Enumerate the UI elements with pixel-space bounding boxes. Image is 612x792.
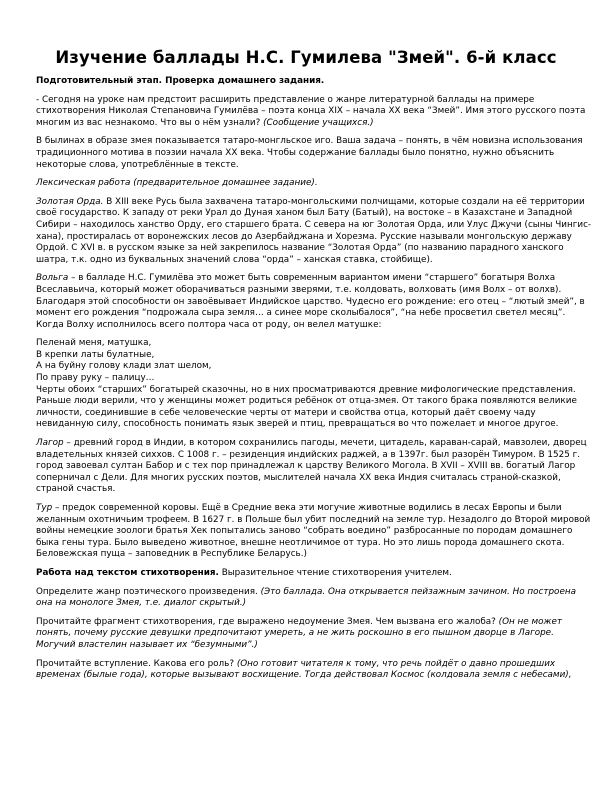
golden-horde-paragraph: Золотая Орда. В XIII веке Русь была захвачена татаро-монгольскими полчищами, которые создали на её территории своё государство. К западу от реки Урал до Дуная ханом был Бату (Батый), на востоке – в Казахстане и Западной Сибири – находилось ханство Орду, его старшего брата. С севера на юг Золотая Орда, или Улус Джучи (сыны Чингис-хана), простиралась от воронежских лесов до Азербайджана и Хорезма. Русские называли монгольскую державу Ордой. С XVI в. в русском языке за ней закрепилось название “Золотая Орда” (по названию парадного ханского шатра, т.к. одно из буквальных значений слова “орда” – ханская ставка, стойбище). <box>36 196 592 265</box>
bylina-paragraph: В былинах в образе змея показывается татаро-монгльское иго. Ваша задача – понять, в чём новизна использования традиционного мотива в поэзии начала XX века. Чтобы содержание баллады было понятно, нужно объяснить некоторые слова, употреблённые в тексте. <box>36 136 583 170</box>
tur-paragraph: Тур – предок современной коровы. Ещё в Средние века эти могучие животные водились в лесах Европы и были желанным охотничьим трофеем. В 1627 г. в Польше был убит последний на земле тур. Незадолго до Второй мировой войны немецкие зоологи братья Хек попытались заново “собрать воедино” разбросанные по породам домашнего быка гены тура. Было выведено животное, внешне неотличимое от тура. Но это лишь порода домашнего скота. Беловежская пуща – заповедник в Республике Беларусь.) <box>36 503 591 560</box>
stage-heading: Подготовительный этап. Проверка домашнего задания. <box>36 76 325 86</box>
intro-paragraph: - Сегодня на уроке нам предстоит расширить представление о жанре литературной баллады на примере стихотворения Николая Степановича Гумилёва – поэта конца XIX – начала XX века “Змей”. Имя этого русского поэта многим из вас незнакомо. Что вы о нём узнали? (Сообщение учащихся.) <box>36 94 586 128</box>
lagor-paragraph: Лагор – древний город в Индии, в котором сохранились пагоды, мечети, цитадель, караван-сарай, мавзолеи, дворец владетельных князей сиххов. С 1008 г. – резиденция индийских раджей, а в 1397г. был разорён Тимуром. В 1525 г. город завоевал султан Бабор и с тех пор принадлежал к царству Великого Могола. В XVII – XVIII вв. богатый Лагор соперничал с Дели. Для многих русских поэтов, мыслителей начала XX века Индия считалась страной-сказкой, страной счастья. <box>36 438 587 495</box>
parents-paragraph: Черты обоих “старших” богатырей сказочны, но в них просматриваются древние мифологические представления. Раньше люди верили, что у женщины может родиться ребёнок от отца-змея. От такого брака появляются великие личности, соединившие в себе человеческие черты от матери и свойства отца, который даёт своему чаду невиданную силу, способность понимать язык зверей и птиц, превращаться во что пожелает и многое другое. <box>36 384 577 430</box>
lexical-work-heading: Лексическая работа (предварительное домашнее задание). <box>36 178 318 189</box>
intro-question: Прочитайте вступление. Какова его роль? (Оно готовит читателя к тому, что речь пойдёт о давно прошедших временах (былые года), которые вызывают восхищение. Тогда действовал Космос (колдовала земля с небесами), <box>36 658 572 681</box>
poem-line: Пеленай меня, матушка, <box>36 338 152 349</box>
page-title: Изучение баллады Н.С. Гумилева "Змей". 6-й класс <box>55 48 557 67</box>
genre-question: Определите жанр поэтического произведения. (Это баллада. Она открывается пейзажным зачином. Но построена она на монологе Змея, т.е. диалог скрытый.) <box>36 586 576 609</box>
complaint-question: Прочитайте фрагмент стихотворения, где выражено недоумение Змея. Чем вызвана его жалоба? (Он не может понять, почему русские девушки предпочитают умереть, а не жить роскошно в его пышном дворце в Лагоре. Могучий властелин называет их “безумными”.) <box>36 616 562 650</box>
poem-line: А на буйну голову клади злат шелом, <box>36 361 212 372</box>
poem-line: По праву руку – палицу… <box>36 373 155 384</box>
text-work-paragraph: Работа над текстом стихотворения. Выразительное чтение стихотворения учителем. <box>36 567 452 578</box>
poem-line: В крепки латы булатные, <box>36 349 155 360</box>
poem-excerpt <box>36 338 592 384</box>
volga-paragraph: Вольга – в балладе Н.С. Гумилёва это может быть современным вариантом имени “старшего” богатыря Волха Всеславьича, который может оборачиваться разными зверями, т.е. колдовать, волховать (имя Волх – от волхв). Благодаря этой способности он завоёвывает Индийское царство. Чудесно его рождение: его отец – “лютый змей”, в момент его рождения “подрожала сыра земля… а синее море сколыбалося”, “на небе просветил светел месяц”. Когда Волху исполнилось всего полтора часа от роду, он велел матушке: <box>36 273 585 330</box>
document-body <box>36 76 592 682</box>
